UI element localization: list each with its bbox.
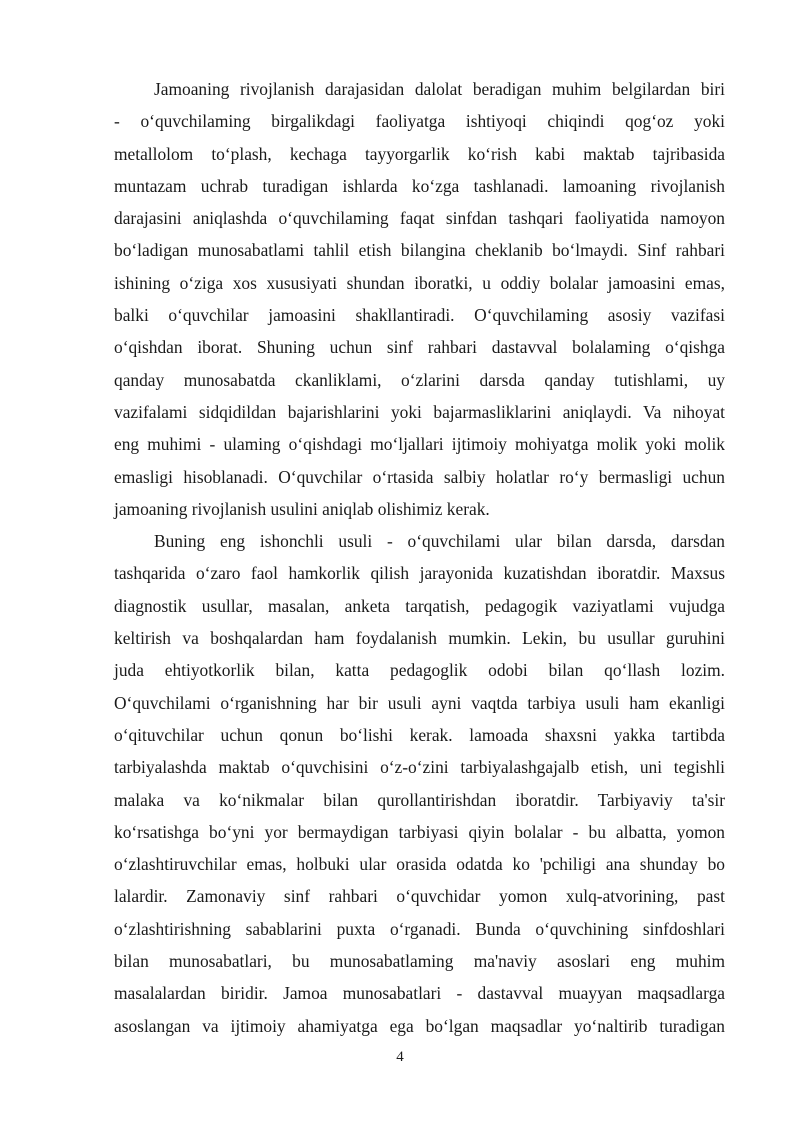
text-line: O‘quvchilami o‘rganishning har bir usuli ayni vaqtda tarbiya usuli ham ekanligi	[114, 692, 725, 713]
text-line: Buning eng ishonchli usuli - o‘quvchilami ular bilan darsda, darsdan	[154, 531, 725, 552]
text-line: emasligi hisoblanadi. O‘quvchilar o‘rtasida salbiy holatlar ro‘y bermasligi uchun	[114, 466, 725, 487]
text-line: jamoaning rivojlanish usulini aniqlab olishimiz kerak.	[114, 498, 490, 519]
text-line: keltirish va boshqalardan ham foydalanish mumkin. Lekin, bu usullar guruhini	[114, 628, 725, 649]
paragraph-1	[114, 73, 725, 525]
text-line: o‘zlashtiruvchilar emas, holbuki ular orasida odatda ko 'pchiligi ana shunday bo	[114, 854, 725, 875]
text-line: masalalardan biridir. Jamoa munosabatlari - dastavval muayyan maqsadlarga	[114, 983, 725, 1004]
text-line: darajasini aniqlashda o‘quvchilaming faqat sinfdan tashqari faoliyatida namoyon	[114, 208, 725, 229]
text-line: qanday munosabatda ckanliklami, o‘zlarini darsda qanday tutishlami, uy	[114, 369, 725, 390]
page-number: 4	[396, 1049, 404, 1065]
text-line: asoslangan va ijtimoiy ahamiyatga ega bo‘lgan maqsadlar yo‘naltirib turadigan	[114, 1015, 725, 1036]
text-line: muntazam uchrab turadigan ishlarda ko‘zga tashlanadi. lamoaning rivojlanish	[114, 175, 725, 196]
text-line: o‘qituvchilar uchun qonun bo‘lishi kerak. lamoada shaxsni yakka tartibda	[114, 724, 725, 745]
text-line: metallolom to‘plash, kechaga tayyorgarlik ko‘rish kabi maktab tajribasida	[114, 143, 725, 164]
text-line: bo‘ladigan munosabatlami tahlil etish bilangina cheklanib bo‘lmaydi. Sinf rahbari	[114, 240, 725, 261]
text-line: tarbiyalashda maktab o‘quvchisini o‘z-o‘zini tarbiyalashgajalb etish, uni tegishli	[114, 757, 725, 778]
paragraph-2	[114, 525, 725, 1042]
text-line: juda ehtiyotkorlik bilan, katta pedagoglik odobi bilan qo‘llash lozim.	[114, 660, 725, 681]
text-line: diagnostik usullar, masalan, anketa tarqatish, pedagogik vaziyatlami vujudga	[114, 595, 725, 616]
text-line: lalardir. Zamonaviy sinf rahbari o‘quvchidar yomon xulq-atvorining, past	[114, 886, 725, 907]
text-line: o‘zlashtirishning sabablarini puxta o‘rganadi. Bunda o‘quvchining sinfdoshlari	[114, 918, 725, 939]
text-line: eng muhimi - ulaming o‘qishdagi mo‘ljallari ijtimoiy mohiyatga molik yoki molik	[114, 434, 725, 455]
text-line: tashqarida o‘zaro faol hamkorlik qilish jarayonida kuzatishdan iboratdir. Maxsus	[114, 563, 725, 584]
text-line: Jamoaning rivojlanish darajasidan dalolat beradigan muhim belgilardan biri	[154, 79, 725, 99]
text-line: o‘qishdan iborat. Shuning uchun sinf rahbari dastavval bolalaming o‘qishga	[114, 337, 725, 358]
text-line: malaka va ko‘nikmalar bilan qurollantirishdan iboratdir. Tarbiyaviy ta'sir	[114, 789, 725, 810]
body-text	[114, 73, 725, 1042]
text-line: bilan munosabatlari, bu munosabatlaming ma'naviy asoslari eng muhim	[114, 951, 725, 972]
text-line: ko‘rsatishga bo‘yni yor bermaydigan tarbiyasi qiyin bolalar - bu albatta, yomon	[114, 821, 725, 842]
text-line: ishining o‘ziga xos xususiyati shundan iboratki, u oddiy bolalar jamoasini emas,	[114, 272, 725, 293]
text-line: - o‘quvchilaming birgalikdagi faoliyatga ishtiyoqi chiqindi qog‘oz yoki	[114, 111, 725, 132]
text-line: balki o‘quvchilar jamoasini shakllantiradi. O‘quvchilaming asosiy vazifasi	[114, 305, 725, 326]
text-line: vazifalami sidqidildan bajarishlarini yoki bajarmasliklarini aniqlaydi. Va nihoyat	[114, 401, 725, 422]
